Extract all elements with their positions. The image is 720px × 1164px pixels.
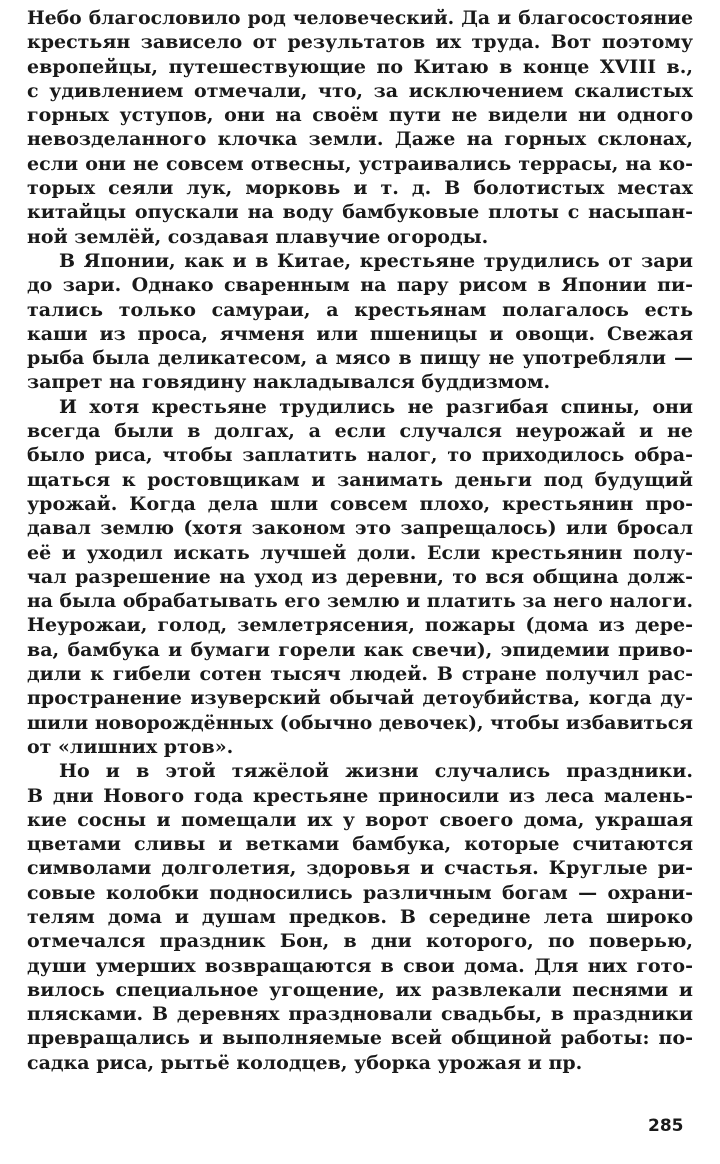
text-line: китайцы опускали на воду бамбуковые плоты с насыпан-: [27, 201, 693, 224]
text-line: отмечался праздник Бон, в дни которого, по поверью,: [27, 930, 693, 953]
text-line: кие сосны и помещали их у ворот своего дома, украшая: [27, 808, 693, 831]
text-line: телям дома и душам предков. В середине лета широко: [27, 905, 693, 928]
text-line: запрет на говядину накладывался буддизмом.: [27, 371, 551, 394]
text-line: чал разрешение на уход из деревни, то вся община долж-: [27, 565, 693, 588]
text-line: тались только самураи, а крестьянам полагалось есть: [27, 298, 693, 321]
text-line: Но и в этой тяжёлой жизни случались праздники.: [59, 760, 693, 783]
text-line: торых сеяли лук, морковь и т. д. В болотистых местах: [27, 177, 693, 200]
text-line: садка риса, рытьё колодцев, уборка урожая и пр.: [27, 1051, 583, 1074]
text-line: горных уступов, они на своём пути не видели ни одного: [27, 104, 693, 127]
text-line: вилось специальное угощение, их развлекали песнями и: [27, 978, 693, 1001]
text-line: на была обрабатывать его землю и платить за него налоги.: [27, 590, 693, 613]
paragraph-1: [27, 6, 693, 249]
text-line: ва, бамбука и бумаги горели как свечи), эпидемии приво-: [27, 638, 693, 661]
text-line: ной землёй, создавая плавучие огороды.: [27, 225, 489, 248]
text-line: дили к гибели сотен тысяч людей. В стране получил рас-: [27, 663, 693, 686]
paragraph-4: [27, 759, 693, 1075]
page-body: [27, 6, 693, 1075]
text-line: шили новорождённых (обычно девочек), чтобы избавиться: [27, 711, 693, 734]
text-line: совые колобки подносились различным богам — охрани-: [27, 881, 693, 904]
text-line: до зари. Однако сваренным на пару рисом в Японии пи-: [27, 274, 693, 297]
paragraph-2: [27, 249, 693, 395]
text-line: её и уходил искать лучшей доли. Если крестьянин полу-: [27, 541, 693, 564]
page-number: 285: [648, 1116, 684, 1136]
text-line: урожай. Когда дела шли совсем плохо, крестьянин про-: [27, 492, 693, 515]
text-line: души умерших возвращаются в свои дома. Для них гото-: [27, 954, 693, 977]
text-line: всегда были в долгах, а если случался неурожай и не: [27, 420, 693, 443]
text-line: было риса, чтобы заплатить налог, то приходилось обра-: [27, 444, 693, 467]
text-line: если они не совсем отвесны, устраивались террасы, на ко-: [27, 152, 693, 175]
text-line: с удивлением отмечали, что, за исключением скалистых: [27, 79, 693, 102]
text-line: пространение изуверский обычай детоубийства, когда ду-: [27, 687, 693, 710]
text-line: каши из проса, ячменя или пшеницы и овощи. Свежая: [27, 322, 693, 345]
text-line: В дни Нового года крестьяне приносили из леса малень-: [27, 784, 693, 807]
text-line: символами долголетия, здоровья и счастья. Круглые ри-: [27, 857, 693, 880]
text-line: В Японии, как и в Китае, крестьяне трудились от зари: [59, 249, 693, 272]
text-line: от «лишних ртов».: [27, 735, 234, 758]
text-line: Небо благословило род человеческий. Да и благосостояние: [27, 7, 693, 29]
text-line: щаться к ростовщикам и занимать деньги под будущий: [27, 468, 693, 491]
text-line: превращались и выполняемые всей общиной работы: по-: [27, 1027, 693, 1050]
text-line: крестьян зависело от результатов их труда. Вот поэтому: [27, 31, 693, 54]
text-line: Неурожаи, голод, землетрясения, пожары (дома из дере-: [27, 614, 693, 637]
text-line: плясками. В деревнях праздновали свадьбы, в праздники: [27, 1003, 693, 1026]
text-line: невозделанного клочка земли. Даже на горных склонах,: [27, 128, 693, 151]
text-line: европейцы, путешествующие по Китаю в конце XVIII в.,: [27, 55, 693, 78]
text-line: давал землю (хотя законом это запрещалось) или бросал: [27, 517, 693, 540]
text-line: И хотя крестьяне трудились не разгибая спины, они: [59, 395, 693, 418]
paragraph-3: [27, 395, 693, 759]
text-line: цветами сливы и ветками бамбука, которые считаются: [27, 833, 693, 856]
text-line: рыба была деликатесом, а мясо в пищу не употребляли —: [27, 347, 693, 370]
